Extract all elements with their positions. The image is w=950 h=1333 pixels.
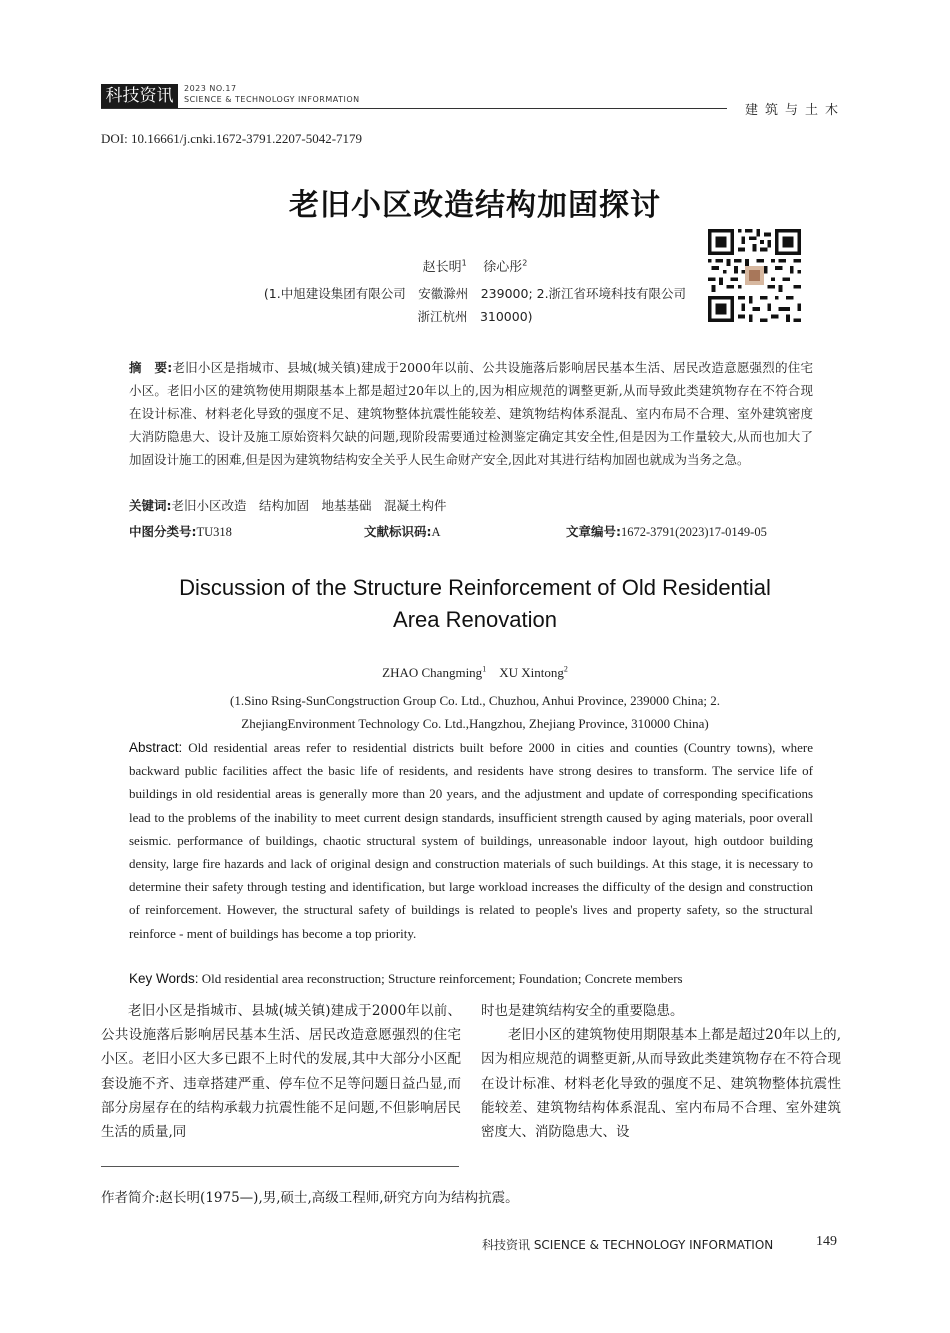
abstract-cn [129,356,813,471]
qr-code-icon [708,229,801,322]
body-paragraph-continued: 时也是建筑结构安全的重要隐患。 [481,1003,684,1019]
header-divider [101,108,727,109]
english-title-line2: Area Renovation [393,607,557,632]
journal-brand-logo: 科技资讯 [101,84,178,108]
abstract-en-label: Abstract: [129,740,183,755]
affiliation-en-line2: ZhejiangEnvironment Technology Co. Ltd.,Hangzhou, Zhejiang Province, 310000 China) [241,716,709,731]
authors-en [0,665,950,681]
keywords-cn-text: 老旧小区改造 结构加固 地基基础 混凝土构件 [171,498,447,513]
keywords-en [129,967,813,990]
journal-brand-english: SCIENCE & TECHNOLOGY INFORMATION [184,95,360,104]
footnote-divider [101,1166,459,1167]
clc-value: TU318 [196,525,232,539]
author-footnote: 作者简介:赵长明(1975—),男,硕士,高级工程师,研究方向为结构抗震。 [101,1190,519,1206]
authors-cn [0,256,950,275]
affiliation-en [0,689,950,735]
author-affiliation-mark: 2 [522,258,528,268]
author-affiliation-mark: 1 [482,664,487,674]
author-affiliation-mark: 1 [461,258,467,268]
page-title: 老旧小区改造结构加固探讨 [289,188,661,223]
page-number: 149 [816,1234,837,1249]
keywords-en-label: Key Words: [129,971,199,986]
author-affiliation-mark: 2 [563,664,568,674]
clc-label: 中图分类号: [129,524,197,539]
affiliation-en-line1: (1.Sino Rsing-SunCongstruction Group Co. Ltd., Chuzhou, Anhui Province, 239000 China; 2. [229,693,721,708]
keywords-cn-label: 关键词: [129,498,172,513]
article-number-value: 1672-3791(2023)17-0149-05 [621,525,767,539]
keywords-cn [129,496,813,516]
author-name-en: XU Xintong [499,665,564,680]
abstract-en [129,736,813,945]
page-footer: 科技资讯 SCIENCE & TECHNOLOGY INFORMATION [482,1238,774,1252]
author-name: 赵长明 [422,260,462,275]
author-name: 徐心彤 [483,260,523,275]
affiliation-cn-line1: (1.中旭建设集团有限公司 安徽滁州 239000; 2.浙江省环境科技有限公司 [263,286,687,301]
body-column-left [101,999,461,1144]
affiliation-cn-line2: 浙江杭州 310000) [417,309,533,324]
doc-code-label: 文献标识码: [364,524,432,539]
english-title [0,572,950,636]
doi: DOI: 10.16661/j.cnki.1672-3791.2207-5042-7179 [101,131,363,146]
body-column-right [481,999,841,1144]
english-title-line1: Discussion of the Structure Reinforcement of Old Residential [179,575,771,600]
abstract-cn-label: 摘 要: [129,360,173,375]
classification-row [129,522,813,542]
doc-code-value: A [431,525,441,539]
journal-issue: 2023 NO.17 [184,84,237,93]
article-number-label: 文章编号: [566,524,621,539]
keywords-en-text: Old residential area reconstruction; Structure reinforcement; Foundation; Concrete members [201,971,683,986]
author-name-en: ZHAO Changming [382,665,483,680]
abstract-cn-text: 老旧小区是指城市、县城(城关镇)建成于2000年以前、公共设施落后影响居民基本生活、居民改造意愿强烈的住宅小区。老旧小区的建筑物使用期限基本上都是超过20年以上的,因为相应规范的调整更新,从而导致此类建筑物存在不符合现在设计标准、材料老化导致的强度不足、建筑物整体抗震性能较差、建筑物结构体系混乱、室内布局不合理、室外建筑密度大消防隐患大、设计及施工原始资料欠缺的问题,现阶段需要通过检测鉴定确定其安全性,但是因为工作量较大,从而也加大了加固设计施工的困难,但是因为建筑物结构安全关乎人民生命财产安全,因此对其进行结构加固也就成为当务之急。 [129,360,813,467]
section-tag: 建筑与土木 [745,103,846,118]
body-paragraph: 老旧小区的建筑物使用期限基本上都是超过20年以上的,因为相应规范的调整更新,从而导致此类建筑物存在不符合现在设计标准、材料老化导致的强度不足、建筑物整体抗震性能较差、建筑物结构体系混乱、室内布局不合理、室外建筑密度大、消防隐患大、设 [481,1027,841,1141]
body-paragraph: 老旧小区是指城市、县城(城关镇)建成于2000年以前、公共设施落后影响居民基本生活、居民改造意愿强烈的住宅小区。老旧小区大多已跟不上时代的发展,其中大部分小区配套设施不齐、违章搭建严重、停车位不足等问题日益凸显,而部分房屋存在的结构承载力抗震性能不足问题,不但影响居民生活的质量,同 [101,1003,461,1141]
abstract-en-text: Old residential areas refer to residential districts built before 2000 in cities and counties (Country towns), where backward public facilities affect the basic life of residents, and residents have strong desires to transform. The service life of buildings in old residential areas is generally more than 20 years, and the adjustment and update of corresponding specifications lead to the problems of the inability to meet current design standards, insufficient strength caused by aging materials, poor overall seismic. performance of buildings, chaotic structural system of buildings, unreasonable indoor layout, high outdoor building density, large fire hazards and lack of original design and construction materials of such buildings. At this stage, it is necessary to determine their safety through testing and identification, but large workload increases the difficulty of the design and construction of reinforcement. However, the structural safety of buildings is related to people's lives and property safety, so the structural reinforce - ment of buildings has become a top priority. [129,740,813,941]
